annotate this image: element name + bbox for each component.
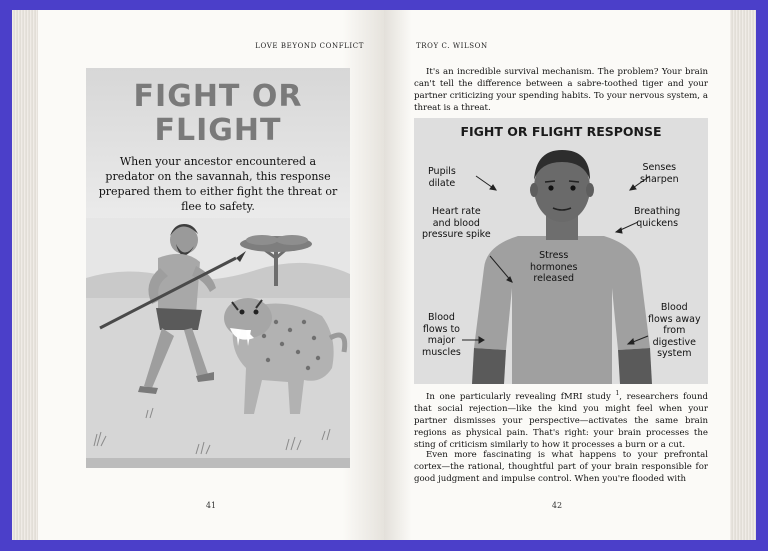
page-number-right: 42 (551, 501, 563, 510)
illustration-title-line1: FIGHT OR (133, 79, 303, 114)
illustration-title (86, 80, 350, 148)
right-page[interactable] (384, 10, 730, 540)
fmri-text-end: , researchers found that social rejection—like the kind you might feel when your partner dismisses your perspective—activates the same brain regions as physical pain. That's right: your brain processes the sting of criticism similarly to how it processes a burn or a cut. (414, 391, 708, 450)
label-blood-from-digestive: Blood flows away from digestive system (648, 302, 701, 359)
label-heart-rate: Heart rate and blood pressure spike (422, 206, 491, 240)
left-page[interactable] (38, 10, 384, 540)
fight-or-flight-illustration (86, 68, 350, 468)
illustration-title-line2: FLIGHT (154, 113, 282, 148)
fmri-text-start: In one particularly revealing fMRI study (426, 391, 616, 402)
page-stack-right (730, 10, 756, 540)
label-blood-to-muscles: Blood flows to major muscles (422, 312, 461, 358)
paragraph-survival-mechanism: It's an incredible survival mechanism. The problem? Your brain can't tell the difference between a sabre-toothed tiger and your partner criticizing your spending habits. To your nervous system, a threat is a threat. (414, 67, 708, 113)
label-stress-hormones: Stress hormones released (530, 250, 578, 284)
fight-or-flight-diagram (414, 118, 708, 384)
running-head-left: LOVE BEYOND CONFLICT (255, 42, 364, 50)
footnote-marker[interactable]: 1 (615, 390, 620, 397)
page-stack-left (12, 10, 38, 540)
page-number-left: 41 (205, 501, 217, 510)
paragraph-fmri-study (414, 388, 708, 451)
open-book (12, 10, 756, 540)
paragraph-prefrontal-cortex: Even more fascinating is what happens to your prefrontal cortex—the rational, thoughtful part of your brain responsible for good judgment and impulse control. When you're flooded with (414, 450, 708, 484)
diagram-title: FIGHT OR FLIGHT RESPONSE (460, 124, 662, 139)
illustration-caption: When your ancestor encountered a predator on the savannah, this response prepared them to either fight the threat or flee to safety. (98, 155, 338, 213)
caveman-tiger-scene (86, 218, 350, 468)
label-pupils-dilate: Pupils dilate (428, 166, 456, 189)
label-breathing-quickens: Breathing quickens (634, 206, 681, 229)
running-head-right: TROY C. WILSON (416, 42, 488, 50)
label-senses-sharpen: Senses sharpen (640, 162, 679, 185)
